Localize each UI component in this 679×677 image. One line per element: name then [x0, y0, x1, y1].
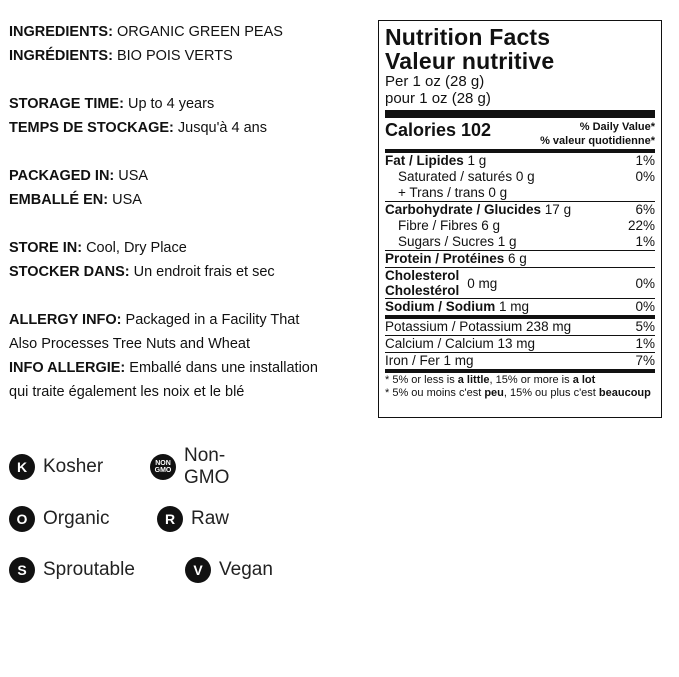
calories-row — [385, 118, 655, 149]
sugars-name: Sugars / Sucres 1 g — [398, 234, 517, 249]
cholesterol-name-fr: Cholestérol — [385, 283, 460, 298]
badge-organic — [9, 504, 110, 534]
info-line — [9, 236, 379, 260]
info-value: qui traite également les noix et le blé — [9, 384, 245, 400]
trans-name: + Trans / trans 0 g — [398, 185, 508, 200]
info-line — [9, 44, 379, 68]
non-gmo-icon: NON GMO — [150, 454, 176, 480]
vegan-icon: V — [185, 557, 211, 583]
trans-row — [385, 185, 655, 201]
info-line — [9, 380, 379, 404]
footnote-fr-text1: * 5% ou moins c'est — [385, 387, 485, 399]
info-value: Emballé dans une installation — [125, 360, 318, 376]
info-line — [9, 356, 379, 380]
spacer — [9, 140, 379, 164]
sodium-row — [385, 299, 655, 315]
cholesterol-name-en: Cholesterol — [385, 268, 460, 283]
sugars-row — [385, 234, 655, 250]
saturated-name: Saturated / saturés 0 g — [398, 169, 535, 184]
spacer — [9, 284, 379, 308]
calcium-name: Calcium / Calcium 13 mg — [385, 336, 536, 351]
info-label: ALLERGY INFO: — [9, 312, 122, 328]
sodium-name: Sodium / Sodium — [385, 299, 496, 314]
info-value: Jusqu'à 4 ans — [173, 120, 267, 136]
footnote-fr — [385, 386, 655, 399]
info-value: Un endroit frais et sec — [129, 264, 275, 280]
nutrition-title-fr: Valeur nutritive — [385, 48, 555, 74]
info-value: USA — [114, 168, 149, 184]
info-value: ORGANIC GREEN PEAS — [112, 24, 283, 40]
sodium-dv: 0% — [635, 299, 655, 314]
info-value: Up to 4 years — [123, 96, 215, 112]
info-value: Cool, Dry Place — [82, 240, 187, 256]
potassium-dv: 5% — [635, 319, 655, 334]
footnote-en-bold2: a lot — [572, 374, 596, 386]
calcium-row — [385, 336, 655, 352]
footnote-fr-bold2: beaucoup — [598, 387, 651, 399]
badge-kosher — [9, 452, 103, 482]
badge-label: Organic — [43, 508, 110, 529]
info-value: BIO POIS VERTS — [112, 48, 233, 64]
fat-amount: 1 g — [463, 153, 487, 168]
nutrition-facts-table — [378, 20, 662, 418]
potassium-row — [385, 319, 655, 335]
saturated-dv: 0% — [635, 169, 655, 184]
info-label: PACKAGED IN: — [9, 168, 115, 184]
info-label: INFO ALLERGIE: — [9, 360, 126, 376]
cholesterol-dv: 0% — [635, 275, 655, 291]
calories-label: Calories 102 — [385, 120, 492, 140]
info-line — [9, 116, 379, 140]
badge-label: Sproutable — [43, 559, 135, 580]
spacer — [9, 68, 379, 92]
cholesterol-amount: 0 mg — [467, 275, 498, 291]
footnote-en — [385, 373, 655, 386]
info-line — [9, 308, 379, 332]
footnote-en-bold1: a little — [457, 374, 490, 386]
iron-name: Iron / Fer 1 mg — [385, 353, 474, 368]
potassium-name: Potassium / Potassium 238 mg — [385, 319, 572, 334]
fat-row — [385, 153, 655, 169]
badge-label: Kosher — [43, 456, 104, 477]
footnote-en-text1: * 5% or less is — [385, 374, 458, 386]
fibre-row — [385, 218, 655, 234]
dv-header-en: % Daily Value* — [579, 121, 655, 133]
saturated-row — [385, 169, 655, 185]
fibre-dv: 22% — [627, 218, 655, 233]
protein-amount: 6 g — [504, 251, 527, 266]
iron-row — [385, 353, 655, 369]
footnote-fr-text2: , 15% ou plus c'est — [503, 387, 599, 399]
info-line — [9, 188, 379, 212]
calcium-dv: 1% — [635, 336, 655, 351]
badge-raw — [157, 504, 229, 534]
carb-name: Carbohydrate / Glucides — [385, 202, 542, 217]
dv-header-fr: % valeur quotidienne* — [540, 135, 655, 147]
badge-non-gmo — [150, 445, 230, 488]
info-value: USA — [108, 192, 142, 208]
nutrition-title-en: Nutrition Facts — [385, 24, 551, 50]
raw-icon: R — [157, 506, 183, 532]
info-line — [9, 260, 379, 284]
fat-dv: 1% — [635, 153, 655, 168]
carb-dv: 6% — [635, 202, 655, 217]
info-label: INGRÉDIENTS: — [9, 48, 113, 64]
protein-row — [385, 251, 655, 267]
info-label: STOCKER DANS: — [9, 264, 130, 280]
info-value: Packaged in a Facility That — [121, 312, 300, 328]
daily-value-header — [540, 120, 655, 148]
fat-name: Fat / Lipides — [385, 153, 464, 168]
info-label: TEMPS DE STOCKAGE: — [9, 120, 174, 136]
footnote-fr-bold1: peu — [484, 387, 504, 399]
info-line — [9, 20, 379, 44]
info-value: Also Processes Tree Nuts and Wheat — [9, 336, 250, 352]
product-info — [9, 20, 379, 404]
info-line — [9, 164, 379, 188]
badge-vegan — [185, 555, 273, 585]
protein-name: Protein / Protéines — [385, 251, 505, 266]
badge-label: Vegan — [219, 559, 273, 580]
info-label: STORE IN: — [9, 240, 83, 256]
badge-label: Non-GMO — [184, 445, 230, 488]
serving-size-en: Per 1 oz (28 g) — [385, 73, 485, 90]
carbohydrate-row — [385, 202, 655, 218]
carb-amount: 17 g — [541, 202, 572, 217]
kosher-icon: K — [9, 454, 35, 480]
badge-sproutable — [9, 555, 135, 585]
footnote-en-text2: , 15% or more is — [489, 374, 573, 386]
serving-size-fr: pour 1 oz (28 g) — [385, 90, 491, 107]
sproutable-icon: S — [9, 557, 35, 583]
fibre-name: Fibre / Fibres 6 g — [398, 218, 501, 233]
sodium-amount: 1 mg — [495, 299, 530, 314]
info-label: STORAGE TIME: — [9, 96, 124, 112]
info-line — [9, 332, 379, 356]
info-label: INGREDIENTS: — [9, 24, 113, 40]
spacer — [9, 212, 379, 236]
iron-dv: 7% — [635, 353, 655, 368]
sugars-dv: 1% — [635, 234, 655, 249]
info-label: EMBALLÉ EN: — [9, 192, 109, 208]
cholesterol-row — [385, 268, 655, 298]
badge-label: Raw — [191, 508, 230, 529]
info-line — [9, 92, 379, 116]
organic-icon: O — [9, 506, 35, 532]
